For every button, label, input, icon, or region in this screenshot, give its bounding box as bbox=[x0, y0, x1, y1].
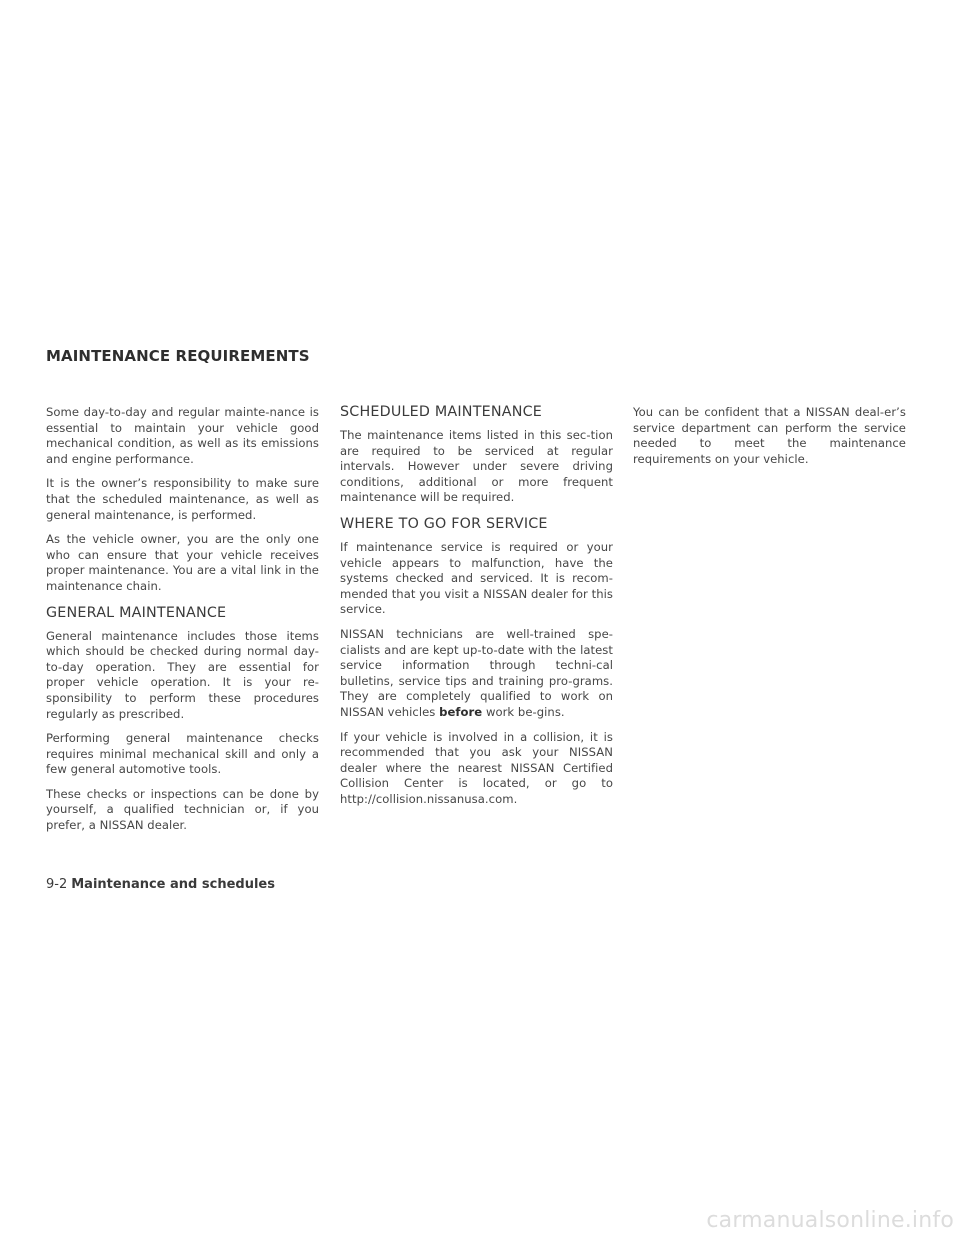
heading-general-maintenance: GENERAL MAINTENANCE bbox=[46, 604, 227, 621]
paragraph: These checks or inspections can be done by yourself, a qualified technician or, if you prefer, a NISSAN dealer. bbox=[46, 786, 319, 833]
heading-where-to-go-for-service: WHERE TO GO FOR SERVICE bbox=[340, 515, 548, 532]
emphasis-before: before bbox=[439, 704, 483, 719]
watermark: carmanualsonline.info bbox=[706, 1208, 954, 1233]
paragraph: Some day-to-day and regular mainte-nance is essential to maintain your vehicle good mechanical condition, as well as its emissions and engine performance. bbox=[46, 405, 319, 466]
paragraph: Performing general maintenance checks requires minimal mechanical skill and only a few general automotive tools. bbox=[46, 731, 319, 777]
text-column-1 bbox=[46, 405, 319, 843]
paragraph: If your vehicle is involved in a collision, it is recommended that you ask your NISSAN dealer where the nearest NISSAN Certified Collision Center is located, or go to http://collision.nissanusa.com. bbox=[340, 729, 613, 806]
paragraph bbox=[340, 627, 613, 721]
paragraph-text: work be-gins. bbox=[482, 704, 565, 719]
heading-scheduled-maintenance: SCHEDULED MAINTENANCE bbox=[340, 404, 543, 420]
paragraph-text: NISSAN technicians are well-trained spe-cialists and are kept up-to-date with the latest service information through techni-cal bulletins, service tips and training pro-grams. They are completely qualified to work on NISSAN vehicles bbox=[340, 626, 613, 719]
chapter-title: Maintenance and schedules bbox=[71, 877, 275, 892]
section-title: MAINTENANCE REQUIREMENTS bbox=[46, 347, 310, 365]
page-footer bbox=[46, 877, 275, 892]
text-column-3 bbox=[633, 405, 906, 476]
text-column-2 bbox=[340, 405, 613, 816]
paragraph: General maintenance includes those items which should be checked during normal day-to-day operation. They are essential for proper vehicle operation. It is your re-sponsibility to perform these procedures regularly as prescribed. bbox=[46, 628, 319, 721]
paragraph: You can be confident that a NISSAN deal-er’s service department can perform the service needed to meet the maintenance requirements on your vehicle. bbox=[633, 405, 906, 466]
page-number: 9-2 bbox=[46, 877, 68, 892]
paragraph: It is the owner’s responsibility to make sure that the scheduled maintenance, as well as general maintenance, is performed. bbox=[46, 476, 319, 522]
paragraph: The maintenance items listed in this sec-tion are required to be serviced at regular intervals. However under severe driving conditions, additional or more frequent maintenance will be required. bbox=[340, 428, 613, 505]
paragraph: If maintenance service is required or your vehicle appears to malfunction, have the systems checked and serviced. It is recom-mended that you visit a NISSAN dealer for this service. bbox=[340, 539, 613, 617]
paragraph: As the vehicle owner, you are the only one who can ensure that your vehicle receives proper maintenance. You are a vital link in the maintenance chain. bbox=[46, 532, 319, 593]
